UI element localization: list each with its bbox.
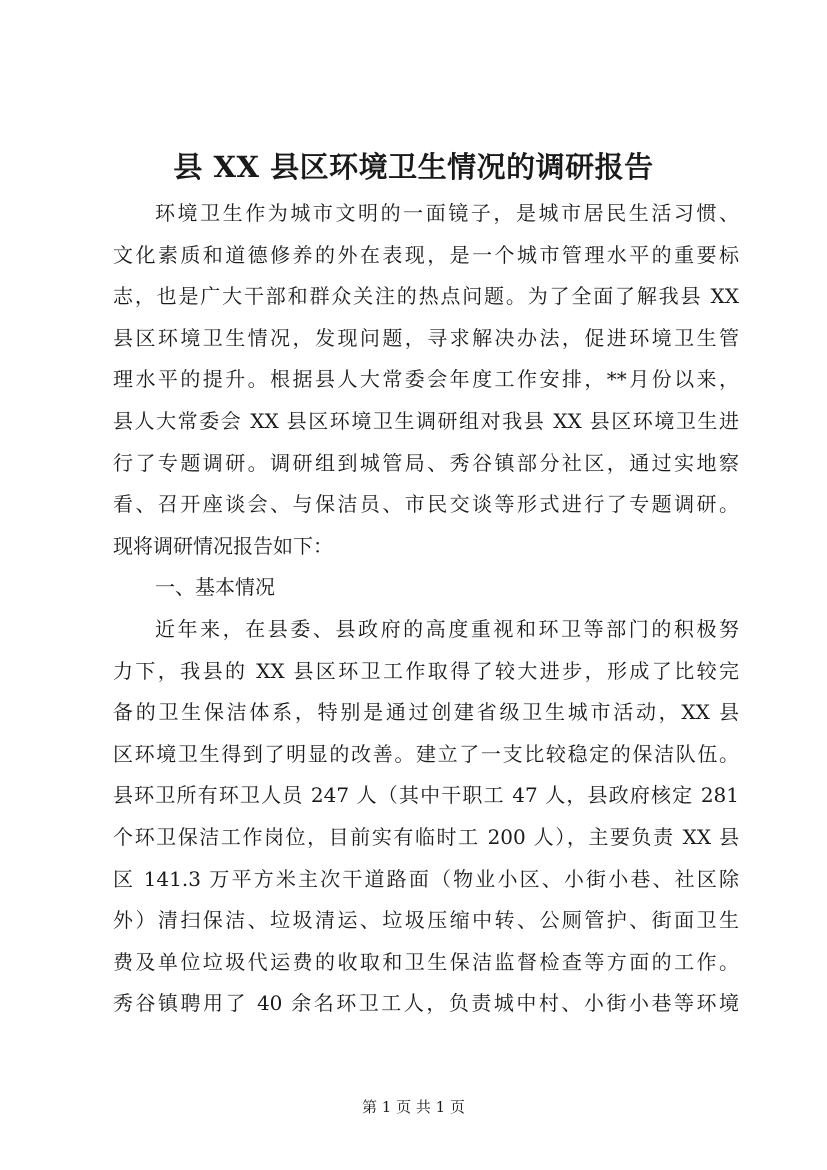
- page-number-footer: 第 1 页 共 1 页: [362, 1098, 465, 1116]
- paragraph-line: 行了专题调研。调研组到城管局、秀谷镇部分社区，通过实地察: [113, 450, 739, 475]
- paragraph-line: 文化素质和道德修养的外在表现，是一个城市管理水平的重要标: [113, 242, 739, 267]
- paragraph-line: 秀谷镇聘用了 40 余名环卫工人，负责城中村、小街小巷等环境: [113, 991, 739, 1016]
- section-heading: 一、基本情况: [155, 575, 275, 600]
- document-title: 县 XX 县区环境卫生情况的调研报告: [173, 150, 654, 184]
- paragraph-line: 费及单位垃圾代运费的收取和卫生保洁监督检查等方面的工作。: [113, 949, 739, 974]
- paragraph-line: 看、召开座谈会、与保洁员、市民交谈等形式进行了专题调研。: [113, 492, 739, 517]
- paragraph-line: 备的卫生保洁体系，特别是通过创建省级卫生城市活动，XX 县: [113, 700, 739, 725]
- paragraph-line: 近年来，在县委、县政府的高度重视和环卫等部门的积极努: [155, 616, 739, 641]
- paragraph-line: 外）清扫保洁、垃圾清运、垃圾压缩中转、公厕管护、街面卫生: [113, 908, 739, 933]
- paragraph-line: 现将调研情况报告如下：: [113, 533, 333, 558]
- paragraph-line: 县人大常委会 XX 县区环境卫生调研组对我县 XX 县区环境卫生进: [113, 408, 739, 433]
- paragraph-line: 理水平的提升。根据县人大常委会年度工作安排，**月份以来，: [113, 367, 739, 392]
- paragraph-line: 志，也是广大干部和群众关注的热点问题。为了全面了解我县 XX: [113, 284, 739, 309]
- paragraph-line: 县区环境卫生情况，发现问题，寻求解决办法，促进环境卫生管: [113, 325, 739, 350]
- paragraph-line: 区 141.3 万平方米主次干道路面（物业小区、小街小巷、社区除: [113, 866, 739, 891]
- paragraph-line: 力下，我县的 XX 县区环卫工作取得了较大进步，形成了比较完: [113, 658, 739, 683]
- paragraph-line: 区环境卫生得到了明显的改善。建立了一支比较稳定的保洁队伍。: [113, 741, 739, 766]
- document-body: [113, 193, 739, 1025]
- paragraph-line: 个环卫保洁工作岗位，目前实有临时工 200 人），主要负责 XX 县: [113, 824, 739, 849]
- paragraph-line: 环境卫生作为城市文明的一面镜子，是城市居民生活习惯、: [155, 201, 739, 225]
- paragraph-line: 县环卫所有环卫人员 247 人（其中干职工 47 人，县政府核定 281: [113, 783, 739, 808]
